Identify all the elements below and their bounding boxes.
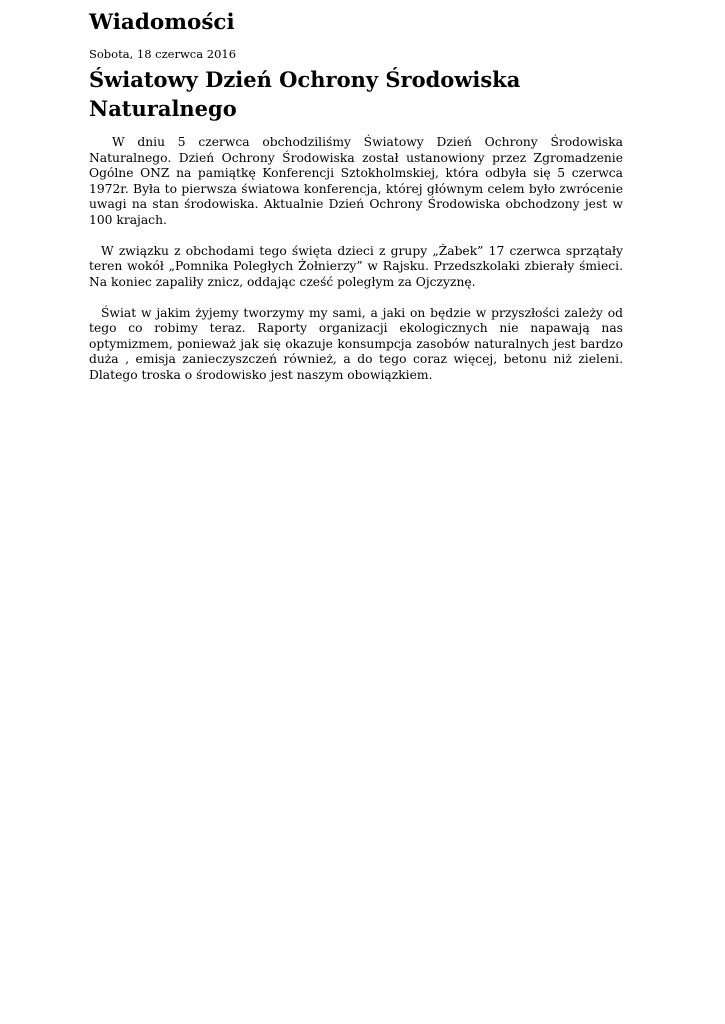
article-paragraph-2: W związku z obchodami tego święta dzieci z grupy „Żabek” 17 czerwca sprzątały teren wokół „Pomnika Poległych Żołnierzy” w Rajsku. Przedszkolaki zbierały śmieci. Na koniec zapaliły znicz, oddając cześć poległym za Ojczyznę. bbox=[89, 243, 623, 289]
article-paragraph-1: W dniu 5 czerwca obchodziliśmy Światowy Dzień Ochrony Środowiska Naturalnego. Dzień Ochrony Środowiska został ustanowiony przez Zgromadzenie Ogólne ONZ na pamiątkę Konferencji Sztokholmskiej, która odbyła się 5 czerwca 1972r. Była to pierwsza światowa konferencja, której głównym celem było zwrócenie uwagi na stan środowiska. Aktualnie Dzień Ochrony Środowiska obchodzony jest w 100 krajach. bbox=[89, 135, 623, 227]
article-title: Światowy Dzień Ochrony Środowiska Naturalnego bbox=[89, 67, 521, 121]
document-page bbox=[89, 8, 623, 399]
article-paragraph-3: Świat w jakim żyjemy tworzymy my sami, a jaki on będzie w przyszłości zależy od tego co robimy teraz. Raporty organizacji ekologicznych nie napawają nas optymizmem, ponieważ jak się okazuje konsumpcja zasobów naturalnych jest bardzo duża , emisja zanieczyszczeń również, a do tego coraz więcej, betonu niż zieleni. Dlatego troska o środowisko jest naszym obowiązkiem. bbox=[89, 305, 623, 382]
publication-date: Sobota, 18 czerwca 2016 bbox=[89, 47, 237, 61]
article-body bbox=[89, 135, 623, 383]
section-title: Wiadomości bbox=[89, 10, 235, 35]
